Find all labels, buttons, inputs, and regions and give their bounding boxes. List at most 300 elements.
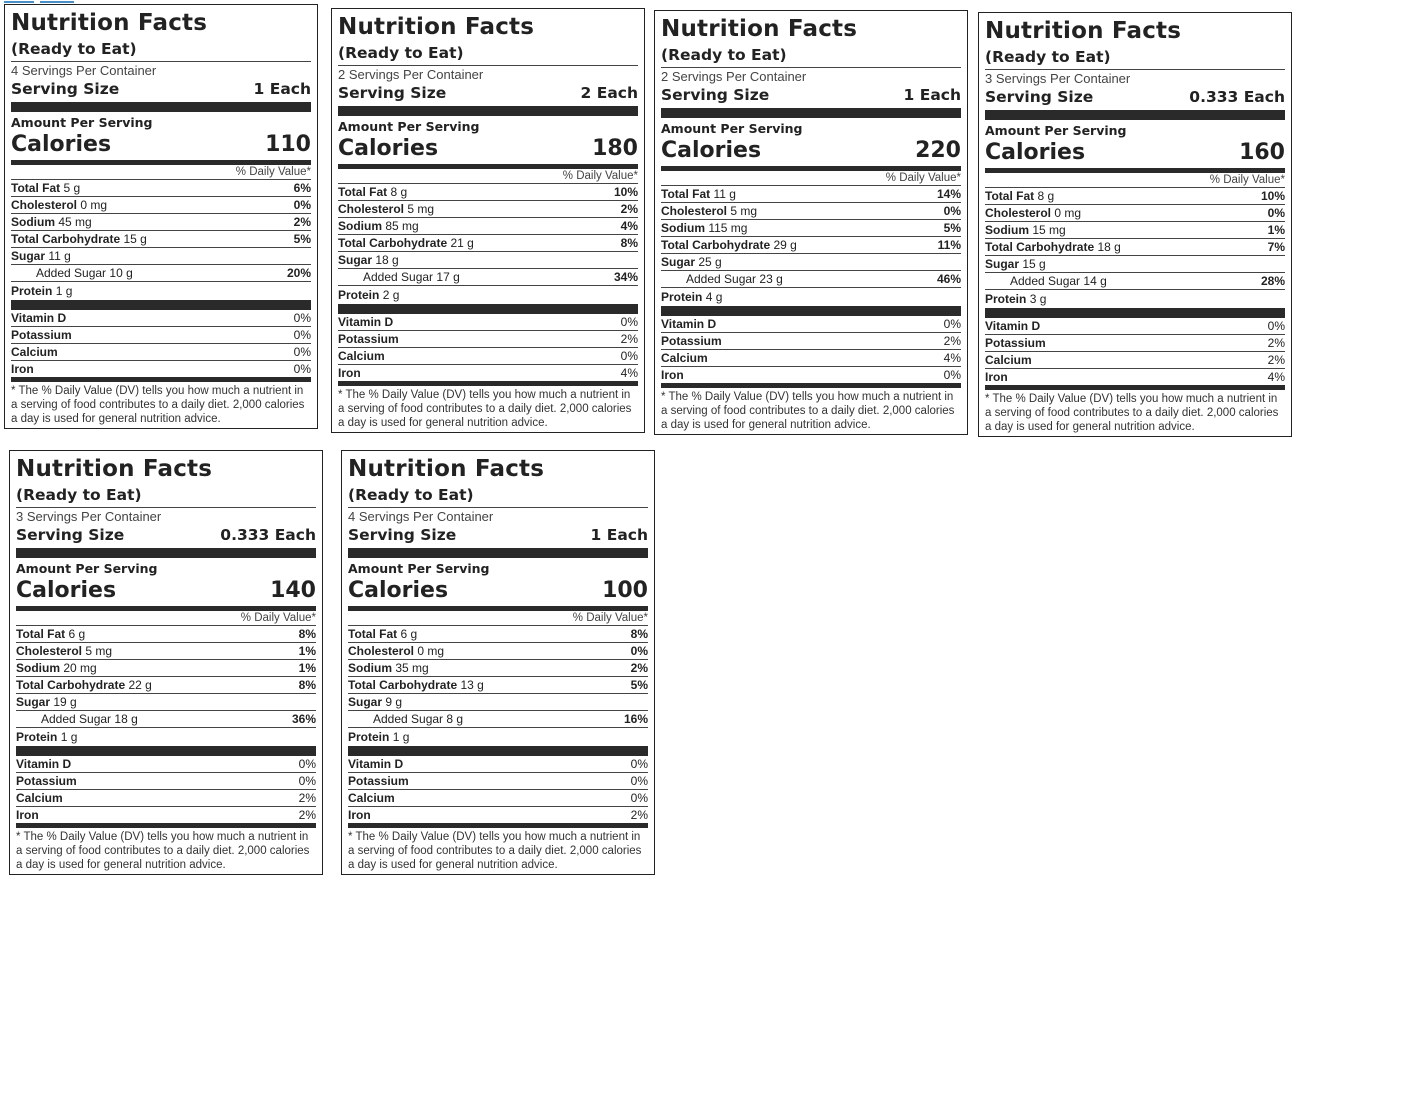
nutrient-row-added-sugar (11, 265, 311, 282)
nutrient-daily-value: 1% (298, 661, 316, 675)
vitamin-name: Iron (985, 370, 1008, 384)
nutrient-label (348, 626, 417, 642)
nutrient-daily-value: 5% (293, 232, 311, 246)
daily-value-footnote: * The % Daily Value (DV) tells you how much a nutrient in a serving of food contributes to a daily diet. 2,000 calories a day is used for general nutrition advice. (348, 831, 642, 871)
nutrient-amount: 11 g (713, 187, 736, 201)
vitamin-daily-value: 0% (298, 757, 316, 771)
nutrient-row-sodium (985, 222, 1285, 239)
daily-value-footnote: * The % Daily Value (DV) tells you how much a nutrient in a serving of food contributes to a daily diet. 2,000 calories a day is used for general nutrition advice. (985, 393, 1279, 433)
vitamin-row-vitamin-d (348, 756, 648, 773)
serving-size-value: 1 Each (253, 80, 311, 98)
nutrient-row-total-fat (338, 184, 638, 201)
vitamin-row-vitamin-d (11, 310, 311, 327)
vitamin-row-calcium (11, 344, 311, 361)
vitamin-name: Iron (11, 362, 34, 376)
link-underline-1[interactable] (4, 1, 34, 3)
vitamin-name: Vitamin D (338, 315, 394, 329)
calories-row (348, 577, 648, 611)
calories-label: Calories (16, 578, 117, 603)
serving-size-row (348, 525, 648, 558)
vitamin-row-calcium (348, 790, 648, 807)
nutrient-label (338, 269, 460, 285)
nutrient-amount: 15 g (123, 232, 147, 246)
nutrient-name: Total Fat (985, 189, 1035, 203)
label-title: Nutrition Facts (348, 456, 545, 482)
nutrient-name: Cholesterol (16, 644, 83, 658)
calories-value: 100 (602, 578, 648, 603)
nutrient-amount: 3 g (1029, 292, 1047, 306)
nutrient-row-added-sugar (16, 711, 316, 728)
vitamin-name: Potassium (348, 774, 409, 788)
nutrient-label (661, 254, 722, 270)
vitamin-name: Calcium (11, 345, 58, 359)
nutrient-name: Added Sugar (1010, 274, 1081, 288)
vitamin-daily-value: 0% (298, 774, 316, 788)
label-subtitle: (Ready to Eat) (16, 484, 316, 508)
serving-size-label: Serving Size (16, 526, 125, 544)
vitamin-name: Calcium (348, 791, 395, 805)
nutrient-amount: 5 mg (407, 202, 435, 216)
nutrient-list (11, 180, 311, 310)
nutrient-label (348, 643, 444, 659)
vitamin-list (338, 314, 638, 386)
vitamin-daily-value: 0% (630, 791, 648, 805)
nutrient-name: Sodium (985, 223, 1029, 237)
vitamin-daily-value: 0% (293, 328, 311, 342)
serving-size-value: 0.333 Each (220, 526, 316, 544)
nutrient-daily-value: 6% (293, 181, 311, 195)
vitamin-daily-value: 2% (298, 808, 316, 822)
vitamin-name: Potassium (338, 332, 399, 346)
vitamin-name: Vitamin D (16, 757, 72, 771)
calories-value: 110 (265, 132, 311, 157)
serving-size-label: Serving Size (11, 80, 120, 98)
nutrient-row-cholesterol (985, 205, 1285, 222)
nutrient-list (985, 188, 1285, 318)
nutrient-daily-value: 8% (620, 236, 638, 250)
nutrient-label (985, 188, 1054, 204)
nutrient-list (348, 626, 648, 756)
vitamin-daily-value: 0% (293, 311, 311, 325)
label-title: Nutrition Facts (661, 16, 858, 42)
vitamin-list (11, 310, 311, 382)
nutrient-label (338, 235, 474, 251)
nutrient-name: Total Carbohydrate (16, 678, 126, 692)
vitamin-name: Potassium (16, 774, 77, 788)
nutrient-name: Total Fat (338, 185, 388, 199)
vitamin-daily-value: 0% (943, 317, 961, 331)
nutrient-amount: 20 mg (63, 661, 97, 675)
nutrition-facts-label-5 (9, 450, 323, 875)
nutrient-amount: 25 g (698, 255, 722, 269)
vitamin-daily-value: 0% (620, 349, 638, 363)
nutrient-name: Protein (661, 290, 703, 304)
nutrient-amount: 29 g (773, 238, 797, 252)
vitamin-name: Potassium (661, 334, 722, 348)
nutrient-daily-value: 2% (620, 202, 638, 216)
nutrient-label (11, 180, 80, 196)
serving-size-value: 0.333 Each (1189, 88, 1285, 106)
nutrient-daily-value: 0% (630, 644, 648, 658)
vitamin-daily-value: 0% (293, 345, 311, 359)
nutrient-row-protein (338, 287, 638, 314)
calories-row (985, 139, 1285, 173)
calories-value: 220 (915, 138, 961, 163)
nutrient-amount: 0 mg (1054, 206, 1082, 220)
nutrient-amount: 115 mg (708, 221, 748, 235)
nutrient-row-added-sugar (338, 269, 638, 286)
nutrient-list (661, 186, 961, 316)
vitamin-list (348, 756, 648, 828)
nutrient-daily-value: 5% (630, 678, 648, 692)
nutrient-name: Sugar (985, 257, 1020, 271)
label-subtitle: (Ready to Eat) (338, 42, 638, 66)
nutrient-label (661, 220, 747, 236)
nutrient-row-sodium (11, 214, 311, 231)
nutrient-row-cholesterol (348, 643, 648, 660)
nutrient-name: Total Carbohydrate (985, 240, 1095, 254)
calories-label: Calories (985, 140, 1086, 165)
nutrient-amount: 8 g (1037, 189, 1055, 203)
nutrient-amount: 19 g (53, 695, 77, 709)
nutrient-name: Total Carbohydrate (348, 678, 458, 692)
nutrition-facts-label-6 (341, 450, 655, 875)
vitamin-daily-value: 0% (630, 774, 648, 788)
nutrient-daily-value: 7% (1267, 240, 1285, 254)
nutrient-row-cholesterol (661, 203, 961, 220)
nutrient-row-added-sugar (348, 711, 648, 728)
nutrient-row-total-fat (11, 180, 311, 197)
vitamin-row-iron (348, 807, 648, 828)
nutrient-name: Cholesterol (348, 644, 415, 658)
nutrient-label (11, 283, 72, 299)
vitamin-row-potassium (661, 333, 961, 350)
vitamin-name: Iron (661, 368, 684, 382)
nutrient-name: Protein (338, 288, 380, 302)
nutrient-daily-value: 46% (936, 272, 961, 286)
vitamin-name: Iron (16, 808, 39, 822)
nutrient-amount: 18 g (114, 712, 138, 726)
vitamin-list (661, 316, 961, 388)
vitamin-daily-value: 0% (1267, 319, 1285, 333)
nutrient-daily-value: 20% (286, 266, 311, 280)
label-subtitle: (Ready to Eat) (985, 46, 1285, 70)
nutrient-label (985, 256, 1046, 272)
nutrient-name: Protein (16, 730, 58, 744)
nutrient-name: Sugar (338, 253, 373, 267)
nutrient-name: Total Carbohydrate (661, 238, 771, 252)
nutrient-name: Cholesterol (338, 202, 405, 216)
nutrient-row-sugar (348, 694, 648, 711)
serving-size-row (11, 79, 311, 112)
vitamin-row-iron (338, 365, 638, 386)
label-subtitle: (Ready to Eat) (11, 38, 311, 62)
nutrient-name: Sodium (11, 215, 55, 229)
vitamin-daily-value: 0% (620, 315, 638, 329)
nutrient-row-protein (16, 729, 316, 756)
nutrient-label (16, 643, 112, 659)
nutrient-label (338, 252, 399, 268)
nutrient-amount: 8 g (446, 712, 464, 726)
nutrient-label (16, 729, 77, 745)
nutrient-amount: 35 mg (395, 661, 429, 675)
calories-label: Calories (348, 578, 449, 603)
vitamin-row-iron (11, 361, 311, 382)
nutrient-amount: 13 g (460, 678, 484, 692)
serving-size-label: Serving Size (348, 526, 457, 544)
nutrient-row-sodium (661, 220, 961, 237)
daily-value-header: % Daily Value* (338, 169, 638, 184)
nutrient-amount: 1 g (55, 284, 73, 298)
link-underline-2[interactable] (40, 1, 74, 3)
nutrient-row-protein (661, 289, 961, 316)
nutrient-row-total-fat (348, 626, 648, 643)
nutrient-name: Total Carbohydrate (11, 232, 121, 246)
vitamin-row-potassium (16, 773, 316, 790)
nutrient-label (338, 287, 399, 303)
nutrient-list (16, 626, 316, 756)
calories-value: 160 (1239, 140, 1285, 165)
calories-value: 140 (270, 578, 316, 603)
nutrient-label (11, 214, 92, 230)
nutrient-daily-value: 28% (1260, 274, 1285, 288)
nutrient-row-total-fat (16, 626, 316, 643)
vitamin-name: Vitamin D (348, 757, 404, 771)
nutrient-label (661, 271, 783, 287)
nutrient-label (16, 660, 97, 676)
serving-size-row (338, 83, 638, 116)
daily-value-header: % Daily Value* (661, 171, 961, 186)
calories-row (16, 577, 316, 611)
calories-row (661, 137, 961, 171)
vitamin-daily-value: 0% (293, 362, 311, 376)
nutrient-name: Total Fat (348, 627, 398, 641)
amount-per-serving: Amount Per Serving (661, 121, 803, 136)
nutrition-facts-label-1 (4, 4, 318, 429)
nutrient-row-cholesterol (338, 201, 638, 218)
vitamin-name: Potassium (11, 328, 72, 342)
nutrient-label (338, 201, 434, 217)
nutrient-label (985, 222, 1066, 238)
nutrient-row-sugar (11, 248, 311, 265)
vitamin-name: Calcium (338, 349, 385, 363)
nutrient-row-sugar (16, 694, 316, 711)
nutrient-name: Sodium (338, 219, 382, 233)
vitamin-daily-value: 4% (620, 366, 638, 380)
nutrient-label (16, 626, 85, 642)
nutrient-label (338, 218, 419, 234)
vitamin-row-calcium (985, 352, 1285, 369)
label-title: Nutrition Facts (11, 10, 208, 36)
nutrient-name: Sugar (11, 249, 46, 263)
nutrient-row-added-sugar (985, 273, 1285, 290)
nutrient-amount: 18 g (375, 253, 399, 267)
nutrient-label (348, 660, 429, 676)
vitamin-row-potassium (11, 327, 311, 344)
nutrient-label (985, 273, 1107, 289)
vitamin-daily-value: 2% (1267, 353, 1285, 367)
nutrient-daily-value: 4% (620, 219, 638, 233)
nutrient-daily-value: 1% (1267, 223, 1285, 237)
nutrient-name: Total Fat (661, 187, 711, 201)
nutrient-label (348, 711, 463, 727)
vitamin-daily-value: 2% (620, 332, 638, 346)
nutrition-facts-label-4 (978, 12, 1292, 437)
nutrient-name: Sodium (16, 661, 60, 675)
nutrient-amount: 5 g (63, 181, 81, 195)
nutrient-row-sugar (661, 254, 961, 271)
daily-value-header: % Daily Value* (11, 165, 311, 180)
nutrient-daily-value: 10% (1260, 189, 1285, 203)
nutrient-row-total-fat (661, 186, 961, 203)
nutrient-amount: 11 g (48, 249, 71, 263)
nutrient-amount: 18 g (1097, 240, 1121, 254)
nutrient-amount: 0 mg (80, 198, 108, 212)
nutrient-name: Added Sugar (363, 270, 434, 284)
nutrient-name: Sugar (348, 695, 383, 709)
label-subtitle: (Ready to Eat) (661, 44, 961, 68)
nutrient-label (661, 237, 797, 253)
amount-per-serving: Amount Per Serving (985, 123, 1127, 138)
vitamin-row-vitamin-d (338, 314, 638, 331)
nutrient-amount: 23 g (759, 272, 783, 286)
vitamin-name: Vitamin D (985, 319, 1041, 333)
nutrient-label (16, 694, 77, 710)
nutrient-label (661, 203, 757, 219)
nutrient-daily-value: 36% (291, 712, 316, 726)
vitamin-daily-value: 4% (943, 351, 961, 365)
vitamin-row-potassium (338, 331, 638, 348)
label-title: Nutrition Facts (985, 18, 1182, 44)
vitamin-row-potassium (348, 773, 648, 790)
vitamin-name: Vitamin D (11, 311, 67, 325)
nutrient-amount: 8 g (390, 185, 408, 199)
nutrient-row-total-carbohydrate (11, 231, 311, 248)
nutrient-label (661, 186, 736, 202)
vitamin-list (985, 318, 1285, 390)
nutrient-row-sugar (338, 252, 638, 269)
vitamin-name: Potassium (985, 336, 1046, 350)
nutrient-row-sodium (338, 218, 638, 235)
nutrient-amount: 17 g (436, 270, 460, 284)
servings-per-container: 3 Servings Per Container (985, 71, 1131, 86)
nutrient-label (985, 205, 1081, 221)
nutrient-row-added-sugar (661, 271, 961, 288)
nutrient-name: Added Sugar (41, 712, 112, 726)
nutrient-label (11, 231, 147, 247)
nutrient-name: Sodium (661, 221, 705, 235)
vitamin-row-calcium (16, 790, 316, 807)
servings-per-container: 4 Servings Per Container (348, 509, 494, 524)
daily-value-footnote: * The % Daily Value (DV) tells you how much a nutrient in a serving of food contributes to a daily diet. 2,000 calories a day is used for general nutrition advice. (16, 831, 310, 871)
top-link-underline (4, 0, 74, 3)
nutrient-label (11, 248, 71, 264)
nutrient-daily-value: 16% (623, 712, 648, 726)
serving-size-value: 2 Each (580, 84, 638, 102)
vitamin-daily-value: 0% (943, 368, 961, 382)
vitamin-name: Vitamin D (661, 317, 717, 331)
serving-size-value: 1 Each (903, 86, 961, 104)
nutrient-label (11, 197, 107, 213)
vitamin-row-calcium (661, 350, 961, 367)
serving-size-row (16, 525, 316, 558)
nutrient-amount: 6 g (400, 627, 418, 641)
nutrient-daily-value: 14% (936, 187, 961, 201)
vitamin-list (16, 756, 316, 828)
nutrient-daily-value: 0% (1267, 206, 1285, 220)
nutrient-amount: 15 mg (1032, 223, 1066, 237)
nutrient-row-cholesterol (11, 197, 311, 214)
daily-value-header: % Daily Value* (16, 611, 316, 626)
vitamin-daily-value: 2% (1267, 336, 1285, 350)
nutrient-name: Sugar (661, 255, 696, 269)
nutrient-row-sugar (985, 256, 1285, 273)
nutrient-amount: 22 g (128, 678, 152, 692)
serving-size-label: Serving Size (338, 84, 447, 102)
nutrient-name: Protein (348, 730, 390, 744)
nutrient-amount: 6 g (68, 627, 86, 641)
nutrient-row-total-carbohydrate (661, 237, 961, 254)
daily-value-header: % Daily Value* (348, 611, 648, 626)
nutrient-name: Added Sugar (36, 266, 107, 280)
vitamin-name: Calcium (985, 353, 1032, 367)
servings-per-container: 4 Servings Per Container (11, 63, 157, 78)
nutrition-facts-label-2 (331, 8, 645, 433)
nutrient-amount: 1 g (392, 730, 410, 744)
daily-value-footnote: * The % Daily Value (DV) tells you how much a nutrient in a serving of food contributes to a daily diet. 2,000 calories a day is used for general nutrition advice. (661, 391, 955, 431)
nutrient-daily-value: 2% (630, 661, 648, 675)
vitamin-row-vitamin-d (985, 318, 1285, 335)
nutrient-label (16, 677, 152, 693)
label-subtitle: (Ready to Eat) (348, 484, 648, 508)
nutrient-label (985, 239, 1121, 255)
nutrient-amount: 85 mg (385, 219, 419, 233)
serving-size-label: Serving Size (985, 88, 1094, 106)
vitamin-daily-value: 2% (630, 808, 648, 822)
nutrient-row-total-carbohydrate (338, 235, 638, 252)
nutrient-row-total-fat (985, 188, 1285, 205)
nutrient-name: Sugar (16, 695, 51, 709)
daily-value-footnote: * The % Daily Value (DV) tells you how much a nutrient in a serving of food contributes to a daily diet. 2,000 calories a day is used for general nutrition advice. (338, 389, 632, 429)
vitamin-name: Iron (338, 366, 361, 380)
nutrition-facts-label-3 (654, 10, 968, 435)
nutrient-label (985, 291, 1046, 307)
nutrient-label (16, 711, 138, 727)
nutrient-name: Cholesterol (661, 204, 728, 218)
nutrient-name: Protein (985, 292, 1027, 306)
nutrient-amount: 9 g (385, 695, 403, 709)
vitamin-row-calcium (338, 348, 638, 365)
nutrient-name: Cholesterol (11, 198, 78, 212)
nutrient-label (348, 694, 402, 710)
vitamin-name: Calcium (16, 791, 63, 805)
label-title: Nutrition Facts (16, 456, 213, 482)
nutrient-label (338, 184, 407, 200)
daily-value-header: % Daily Value* (985, 173, 1285, 188)
amount-per-serving: Amount Per Serving (348, 561, 490, 576)
nutrient-row-total-carbohydrate (16, 677, 316, 694)
vitamin-row-vitamin-d (661, 316, 961, 333)
vitamin-daily-value: 4% (1267, 370, 1285, 384)
calories-label: Calories (661, 138, 762, 163)
nutrient-row-protein (985, 291, 1285, 318)
nutrient-daily-value: 8% (630, 627, 648, 641)
nutrient-daily-value: 8% (298, 678, 316, 692)
vitamin-row-iron (985, 369, 1285, 390)
vitamin-row-iron (661, 367, 961, 388)
vitamin-name: Calcium (661, 351, 708, 365)
calories-row (11, 131, 311, 165)
